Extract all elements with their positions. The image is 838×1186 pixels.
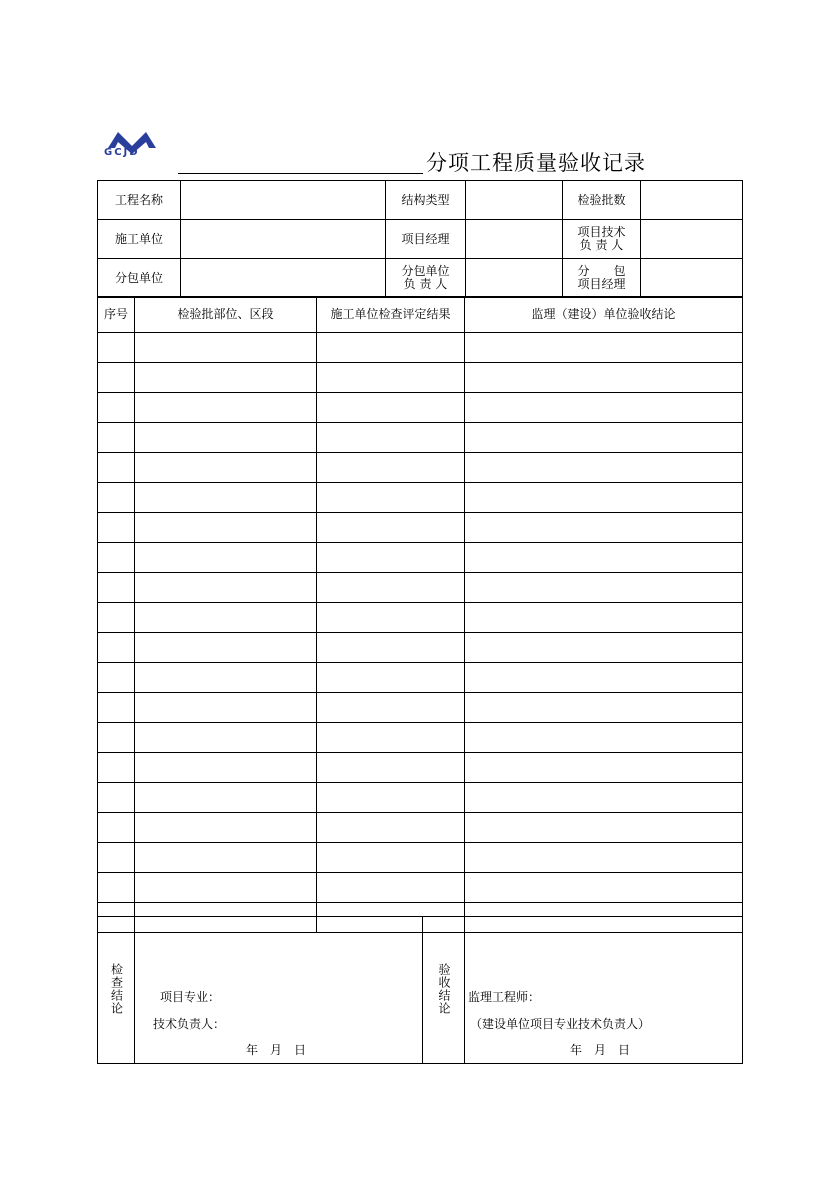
row-conclusion-cell[interactable] [465,753,743,783]
row-location-cell[interactable] [135,363,317,393]
check-conclusion-cell[interactable] [135,917,423,1064]
sub-pm-label-line1: 分 包 [577,264,626,278]
supervisor-note: （建设单位项目专业技术负责人） [470,1017,651,1031]
row-seq-cell[interactable] [98,363,135,393]
sub-lead-label-line1: 分包单位 [401,264,450,278]
supervisor-label: 监理工程师： [468,990,541,1004]
table-row [98,663,743,693]
row-result-cell[interactable] [317,783,465,813]
row-seq-cell[interactable] [98,813,135,843]
row-result-cell[interactable] [317,663,465,693]
info-row [98,259,743,298]
contractor-label: 施工单位 [98,220,181,259]
project-manager-label: 项目经理 [386,220,466,259]
row-location-cell[interactable] [135,573,317,603]
row-result-cell[interactable] [317,723,465,753]
row-result-cell[interactable] [317,843,465,873]
row-conclusion-cell[interactable] [465,813,743,843]
row-conclusion-cell[interactable] [465,633,743,663]
table-row [98,873,743,903]
row-location-cell[interactable] [135,603,317,633]
row-result-cell[interactable] [317,423,465,453]
row-location-cell[interactable] [135,753,317,783]
contractor-field[interactable] [181,220,386,259]
check-tech-lead-label: 技术负责人： [153,1017,226,1031]
row-result-cell[interactable] [317,393,465,423]
project-info-table [97,180,743,298]
row-seq-cell[interactable] [98,873,135,903]
row-result-cell[interactable] [317,333,465,363]
info-row [98,181,743,220]
gcjd-logo-icon [104,128,160,164]
sub-lead-label-line2: 负 责 人 [403,277,448,291]
row-seq-cell[interactable] [98,783,135,813]
header-supervisor-conclusion: 监理（建设）单位验收结论 [465,297,743,333]
row-conclusion-cell[interactable] [465,783,743,813]
row-seq-cell[interactable] [98,333,135,363]
header-seq: 序号 [98,297,135,333]
inspection-batch-table [97,296,743,933]
row-location-cell[interactable] [135,843,317,873]
accept-conclusion-label-cell [423,917,465,1064]
table-body [98,333,743,933]
table-row [98,513,743,543]
row-conclusion-cell[interactable] [465,513,743,543]
row-location-cell[interactable] [135,723,317,753]
tech-lead-field[interactable] [641,220,743,259]
conclusion-row [98,917,743,1064]
sub-lead-label [386,259,466,298]
row-seq-cell[interactable] [98,393,135,423]
tech-lead-label [563,220,641,259]
table-row [98,423,743,453]
row-location-cell[interactable] [135,393,317,423]
check-conclusion-label-cell [98,917,135,1064]
row-location-cell[interactable] [135,813,317,843]
tech-lead-label-line1: 项目技术 [577,225,626,239]
row-conclusion-cell[interactable] [465,573,743,603]
table-row [98,783,743,813]
project-name-field[interactable] [181,181,386,220]
row-conclusion-cell[interactable] [465,543,743,573]
row-seq-cell[interactable] [98,843,135,873]
row-conclusion-cell[interactable] [465,363,743,393]
row-location-cell[interactable] [135,633,317,663]
row-seq-cell[interactable] [98,573,135,603]
row-conclusion-cell[interactable] [465,843,743,873]
row-result-cell[interactable] [317,453,465,483]
row-location-cell[interactable] [135,453,317,483]
subcontractor-field[interactable] [181,259,386,298]
accept-conclusion-cell[interactable] [465,917,743,1064]
tech-lead-label-line2: 负 责 人 [579,238,624,252]
table-row [98,573,743,603]
check-conclusion-label: 检查结论 [109,962,124,1015]
row-conclusion-cell[interactable] [465,333,743,363]
row-seq-cell[interactable] [98,423,135,453]
row-location-cell[interactable] [135,783,317,813]
row-location-cell[interactable] [135,423,317,453]
row-location-cell[interactable] [135,483,317,513]
sub-lead-field[interactable] [466,259,563,298]
row-location-cell[interactable] [135,543,317,573]
table-row [98,363,743,393]
row-seq-cell[interactable] [98,543,135,573]
accept-conclusion-label: 验收结论 [437,962,451,1015]
row-result-cell[interactable] [317,513,465,543]
row-location-cell[interactable] [135,333,317,363]
row-seq-cell[interactable] [98,603,135,633]
table-row [98,603,743,633]
row-seq-cell[interactable] [98,513,135,543]
sub-pm-field[interactable] [641,259,743,298]
table-row [98,333,743,363]
page-title: 分项工程质量验收记录 [426,151,646,175]
row-seq-cell[interactable] [98,753,135,783]
row-result-cell[interactable] [317,633,465,663]
row-location-cell[interactable] [135,873,317,903]
row-conclusion-cell[interactable] [465,723,743,753]
row-conclusion-cell[interactable] [465,453,743,483]
row-location-cell[interactable] [135,663,317,693]
sub-pm-label-line2: 项目经理 [577,277,626,291]
row-result-cell[interactable] [317,573,465,603]
row-conclusion-cell[interactable] [465,693,743,723]
row-conclusion-cell[interactable] [465,393,743,423]
table-row [98,813,743,843]
sub-pm-label [563,259,641,298]
header-contractor-result: 施工单位检查评定结果 [317,297,465,333]
row-result-cell[interactable] [317,873,465,903]
row-result-cell[interactable] [317,753,465,783]
row-result-cell[interactable] [317,363,465,393]
logo-text: GCJD [104,147,140,158]
table-row [98,843,743,873]
table-header-row [98,297,743,333]
batch-count-field[interactable] [641,181,743,220]
row-conclusion-cell[interactable] [465,663,743,693]
row-seq-cell[interactable] [98,723,135,753]
row-result-cell[interactable] [317,543,465,573]
row-conclusion-cell[interactable] [465,603,743,633]
row-seq-cell[interactable] [98,633,135,663]
project-name-label: 工程名称 [98,181,181,220]
accept-date-label: 年 月 日 [570,1043,631,1057]
row-conclusion-cell[interactable] [465,423,743,453]
conclusion-table [97,916,743,1064]
check-specialist-label: 项目专业： [160,990,221,1004]
title-blank-line [178,173,423,174]
batch-count-label: 检验批数 [563,181,641,220]
check-date-label: 年 月 日 [246,1043,307,1057]
table-row [98,483,743,513]
row-conclusion-cell[interactable] [465,483,743,513]
project-manager-field[interactable] [466,220,563,259]
table-row [98,633,743,663]
table-row [98,723,743,753]
table-row [98,753,743,783]
row-conclusion-cell[interactable] [465,873,743,903]
row-result-cell[interactable] [317,693,465,723]
row-seq-cell[interactable] [98,693,135,723]
row-seq-cell[interactable] [98,483,135,513]
row-location-cell[interactable] [135,693,317,723]
structure-type-label: 结构类型 [386,181,466,220]
table-row [98,393,743,423]
row-location-cell[interactable] [135,513,317,543]
row-seq-cell[interactable] [98,663,135,693]
row-result-cell[interactable] [317,603,465,633]
info-row [98,220,743,259]
header-location: 检验批部位、区段 [135,297,317,333]
subcontractor-label: 分包单位 [98,259,181,298]
structure-type-field[interactable] [466,181,563,220]
row-seq-cell[interactable] [98,453,135,483]
table-row [98,543,743,573]
row-result-cell[interactable] [317,813,465,843]
row-result-cell[interactable] [317,483,465,513]
table-row [98,453,743,483]
table-row [98,693,743,723]
